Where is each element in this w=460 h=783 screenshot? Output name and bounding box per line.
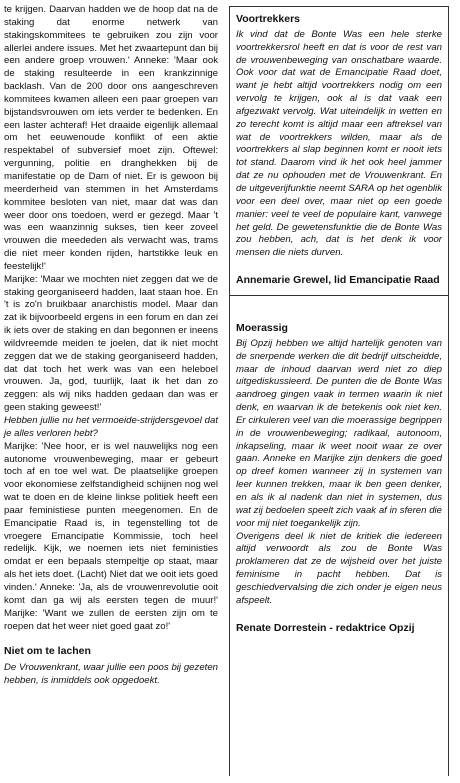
left-column: [4, 4, 218, 688]
box2-paragraph-1: Bij Opzij hebben we altijd hartelijk genoten van de snerpende werken die dit bedrijf uitscheidde, maar de inhoud daarvan werd niet zo diep uitgediskussieerd. De punten die de Bonte Was aandroeg gingen vaak in termen waarin ik niet denk, en waarvan ik de betekenis ook niet ken. Er cirkuleren veel van die moerassige begrippen in de vrouwenbeweging; radikaal, autonoom, inkapseling, maar ik weet nooit waar ze over gaan. Anneke en Marijke zijn denkers die goed op dreef komen wanneer zij in systemen van leer kunnen trekken, maar ik ben geen denker, en als ik al nadenk dan niet in systemen, dus wat zij bedoelen speelt zich vaak af in sferen die voor mij niet toegankelijk zijn.: [236, 337, 442, 529]
box1-title: Voortrekkers: [236, 13, 301, 25]
box1-signature: Annemarie Grewel, lid Emancipatie Raad: [236, 274, 440, 287]
article-paragraph-2: Marijke: 'Maar we mochten niet zeggen dat we de staking georganiseerd hadden, laat staan hoe. En 't is zo'n bruikbaar anarchistis model. Maar dan zat ik bijvoorbeeld ergens in een forum en dan zei ik iets over de staking en dan begonnen er ineens wildvreemde meiden te joelen, dat ik niet mocht zeggen dat we de staking georganiseerd hadden, dat dat toch het werk was van een heleboel vrouwen. Ja, god, tuurlijk, laat ik het dan zo zeggen: als wij niks hadden gedaan dan was er geen staking geweest!': [4, 273, 218, 414]
article-paragraph-1: te krijgen. Daarvan hadden we de hoop dat na de staking dat enorme netwerk van stakingskommitees te gebruiken zou zijn voor allerlei andere issues. Met het zwaartepunt dan bij een andere groep vrouwen.' Anneke: 'Maar ook de staking resulteerde in een krankzinnige backlash. Van de 200 door ons aangeschreven kommitees kwamen alleen een paar groepen van bijstandsvrouwen om iets verder te bedenken. En een laster achteraf! Het draaide eigenlijk allemaal om het eeuwenoude konflikt of een aktie respektabel of subversief moet zijn. Oftewel: vergunning, politie en dranghekken bij de manifestatie op de Dam of niet. Er is gewoon bij meerderheid van stemmen in het Amsterdams kommitee besloten van niet, maar dat was dan weer door ons toedoen, werd er gezegd. Maar 't was een waanzinnig sukses, tien keer zoveel vrouwen die meededen als verwacht was, trams die niet meer konden rijden, hartstikke leuk en feestelijk!': [4, 4, 218, 272]
sidebar-box: [229, 6, 449, 776]
box2-signature: Renate Dorrestein - redaktrice Opzij: [236, 621, 415, 634]
article-paragraph-3: Marijke: 'Nee hoor, er is wel nauwelijks nog een autonome vrouwenbeweging, maar er gebeurt toch af en toe wel wat. De plaatselijke groepen voor ekonomiese zelfstandigheid schijnen nog wel wat te doen en de kleine linkse politiek heeft een paar feministiese punten meegenomen. En de Emancipatie Raad is, in tegenstelling tot de vroegere Emancipatie Kommissie, toch heel redelijk. Kijk, we noemen iets niet feministies omdat er een bepaals stempeltje op staat, maar als het iets doet. (Lacht) Niet dat we ooit iets goed vinden.' Anneke: 'Ja, als de vrouwenrevolutie ooit komt dan ga wij als eersten tegen de muur!' Marijke: 'Want we zullen de eersten zijn om te roepen dat het weer niet goed gaat zo!': [4, 440, 218, 632]
box2-title: Moerassig: [236, 322, 288, 335]
box2-paragraph-2: Overigens deel ik niet de kritiek die iedereen altijd verwoordt als zou de Bonte Was proklameren dat ze de wijsheid over het juiste feminisme in pacht hebben. Dat is geschiedvervalsing die zich onder je eigen neus afspeelt.: [236, 530, 442, 606]
box1-paragraph: Ik vind dat de Bonte Was een hele sterke voortrekkersrol heeft en dat is voor de rest van de vrouwenbeweging van onschatbare waarde. Ook voor dat wat de Emancipatie Raad doet, want je hebt altijd voortrekkers nodig om een vervolg te krijgen, ook al is dat vaak een afgezwakt vervolg. Wat uiteindelijk in wetten en zo terecht komt is altijd maar een aftreksel van wat de voortrekkers wilden, maar als de voortrekkers al slap beginnen komt er nooit iets tot stand. Daarom vind ik het ook heel jammer dat ze nu ophouden met de Vrouwenkrant. En de uitgeverijfunktie neemt SARA op het ogenblik voor een deel over, maar niet op een goede manier: veel te veel de populaire kant, vanwege het geld. De gewetensfunktie die de Bonte Was zou hebben, ach, dat is het denk ik voor mensen die niets durven.: [236, 28, 442, 259]
interview-question-1: Hebben jullie nu het vermoeide-strijdersgevoel dat je alles verloren hebt?: [4, 415, 218, 439]
section-heading: Niet om te lachen: [4, 645, 91, 658]
interview-question-2: De Vrouwenkrant, waar jullie een poos bij gezeten hebben, is inmiddels ook opgedoekt.: [4, 662, 218, 687]
